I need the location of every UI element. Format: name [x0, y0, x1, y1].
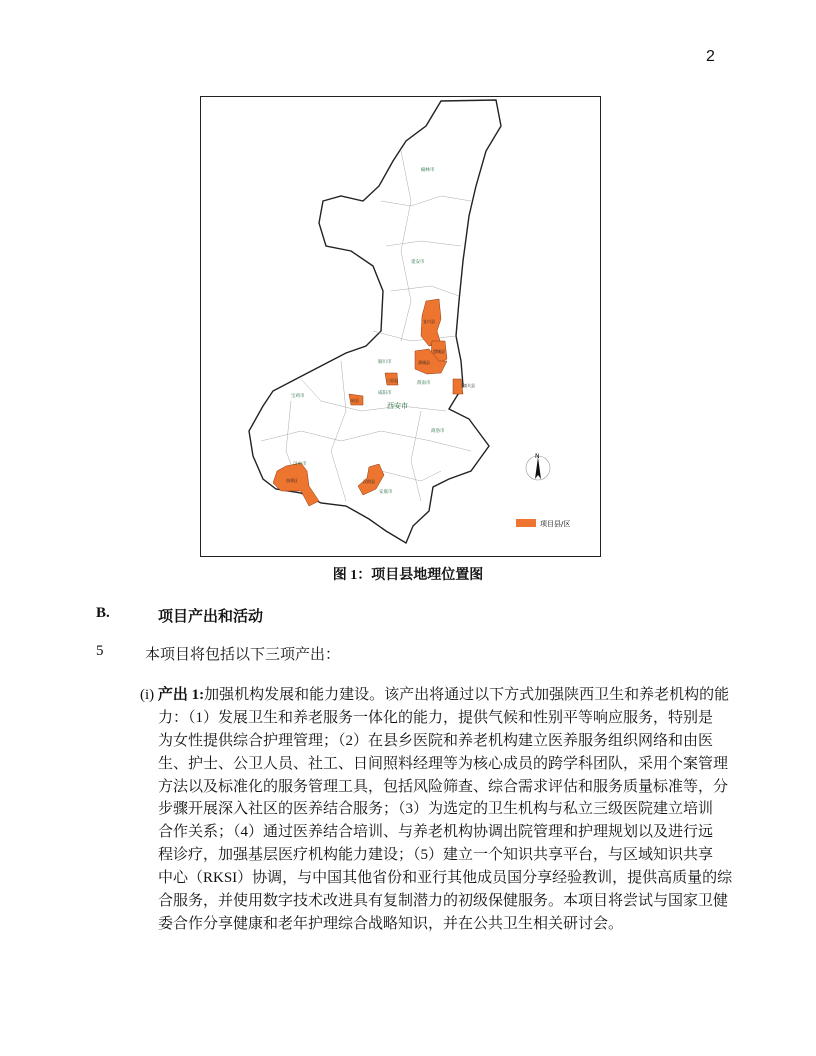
county-tongguan	[453, 379, 463, 394]
section-title: 项目产出和活动	[158, 609, 264, 625]
text-line: 程诊疗，加强基层医疗机构能力建设；（5）建立一个知识共享平台，与区域知识共享	[158, 847, 714, 864]
map-graphic	[201, 97, 602, 558]
label-chengcheng: 澄城县	[433, 349, 445, 354]
label-weinan: 渭南市	[417, 381, 431, 386]
label-yichuan: 宜川县	[423, 319, 435, 324]
label-meixian: 眉县	[351, 398, 359, 403]
figure-caption: 图 1：项目县地理位置图	[332, 568, 484, 583]
list-marker: (i)	[140, 687, 155, 703]
line-text: 加强机构发展和能力建设。该产出将通过以下方式加强陕西卫生和养老机构的能	[204, 687, 730, 703]
project-location-map	[200, 96, 601, 557]
label-tongguan: 潼关县	[463, 383, 475, 388]
label-yulin: 榆林市	[421, 168, 435, 173]
output-1-paragraph	[140, 684, 733, 936]
label-sanyuan: 三原县	[386, 378, 398, 383]
legend-swatch	[516, 519, 536, 527]
map-legend	[516, 519, 570, 528]
label-nanzheng: 南郑区	[286, 478, 298, 483]
text-line: 合作关系；（4）通过医养结合培训、与养老机构协调出院管理和护理规划以及进行远	[158, 824, 714, 841]
text-line: 为女性提供综合护理管理；（2）在县乡医院和养老机构建立医养服务组织网络和由医	[158, 732, 714, 749]
paragraph-number: 5	[96, 643, 104, 659]
label-yanan: 延安市	[411, 260, 425, 265]
label-xian: 西安市	[387, 402, 408, 410]
north-label: N	[535, 453, 540, 460]
north-arrow-icon	[526, 453, 550, 480]
page-number: 2	[706, 48, 715, 65]
label-baoji: 宝鸡市	[291, 394, 305, 399]
text-line: 生、护士、公卫人员、社工、日间照料经理等为核心成员的跨学科团队，采用个案管理	[158, 755, 729, 772]
text-line: 步骤开展深入社区的医养结合服务；（3）为选定的卫生机构与私立三级医院建立培训	[158, 801, 714, 818]
text-line: 力：（1）发展卫生和养老服务一体化的能力，提供气候和性别平等响应服务，特别是	[158, 709, 714, 726]
output-label: 产出 1:	[157, 687, 205, 703]
text-line: 合服务，并使用数字技术改进具有复制潜力的初级保健服务。本项目将尝试与国家卫健	[158, 893, 729, 910]
label-hanzhong: 汉中市	[293, 462, 307, 467]
text-line: 委合作分享健康和老年护理综合战略知识，并在公共卫生相关研讨会。	[158, 915, 624, 932]
label-tongchuan: 铜川市	[378, 360, 392, 365]
label-hanyin: 汉阴县	[363, 479, 375, 484]
label-xianyang: 咸阳市	[378, 391, 392, 396]
label-shangluo: 商洛市	[431, 429, 445, 434]
text-line: 中心（RKSI）协调，与中国其他省份和亚行其他成员国分享经验教训，提供高质量的综	[158, 870, 733, 887]
text-line: 方法以及标准化的服务管理工具，包括风险筛查、综合需求评估和服务质量标准等，分	[158, 778, 729, 795]
label-ankang: 安康市	[379, 490, 393, 495]
paragraph-text: 本项目将包括以下三项产出：	[145, 647, 341, 663]
text-line	[140, 684, 730, 707]
legend-label: 项目县/区	[540, 520, 571, 528]
label-pucheng: 蒲城县	[418, 360, 430, 365]
section-letter: B.	[96, 605, 110, 621]
